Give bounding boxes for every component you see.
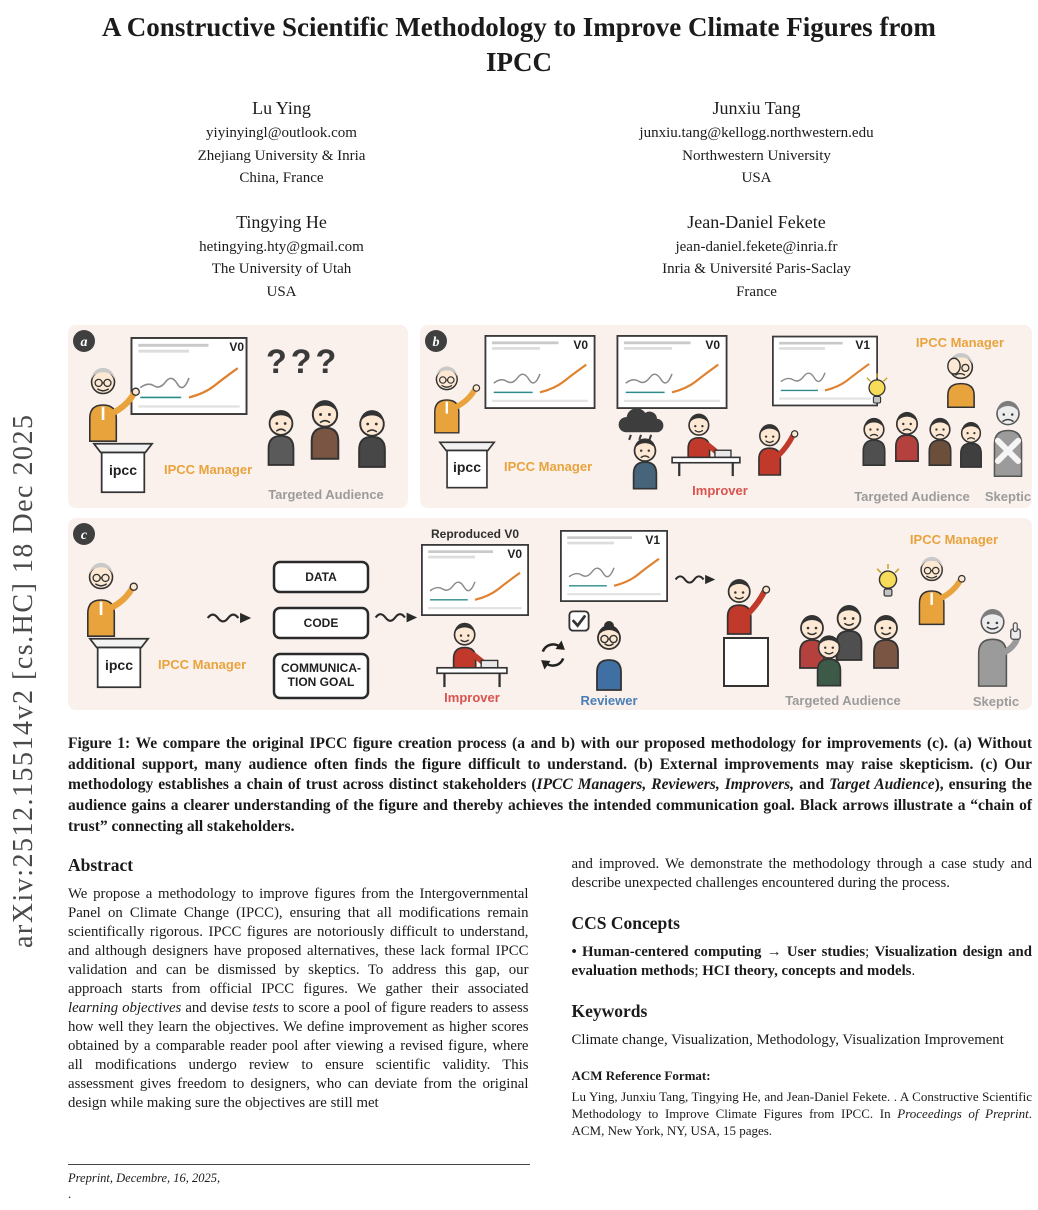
improver-at-desk-figure	[437, 623, 507, 687]
abstract-heading: Abstract	[68, 855, 134, 876]
ccs-heading: CCS Concepts	[571, 913, 680, 934]
chain-arrow-icon	[208, 613, 251, 623]
audience-member	[359, 410, 385, 467]
figure-caption	[68, 734, 1032, 837]
label-data: DATA	[305, 570, 337, 585]
skeptic-figure	[994, 401, 1021, 476]
question-marks: ???	[266, 343, 341, 382]
author-country: USA	[741, 170, 772, 187]
text-segment: IPCC Managers,	[536, 776, 647, 794]
text-segment: •	[571, 944, 583, 961]
label-targeted-audience: Targeted Audience	[854, 489, 970, 505]
ccs-text	[572, 943, 1033, 981]
author-name: Jean-Daniel Fekete	[687, 211, 826, 232]
approval-checkbox-icon	[569, 612, 588, 631]
label-skeptic: Skeptic	[984, 489, 1032, 505]
audience-member	[312, 400, 339, 459]
figure-panel-b	[420, 325, 1032, 508]
label-comm-goal-2: TION GOAL	[287, 675, 355, 690]
acm-reference-text	[572, 1088, 1033, 1139]
figure-panel-c	[68, 518, 1032, 710]
author-country: France	[736, 283, 777, 300]
label-ipcc-manager: IPCC Manager	[504, 459, 593, 475]
author-country: USA	[266, 283, 297, 300]
author-affiliation: Northwestern University	[682, 147, 831, 164]
text-segment: ;	[694, 963, 703, 980]
left-column	[68, 855, 529, 1139]
author-name: Tingying He	[236, 211, 327, 232]
text-segment: Proceedings of Preprint	[897, 1106, 1029, 1122]
author-name: Lu Ying	[252, 98, 311, 119]
improver-at-desk-figure	[672, 414, 740, 476]
audience-member	[896, 412, 918, 461]
label-v1: V1	[855, 338, 870, 353]
footer-dot: .	[68, 1187, 72, 1201]
author-email: junxiu.tang@kellogg.northwestern.edu	[639, 125, 874, 142]
author-email: jean-daniel.fekete@inria.fr	[675, 238, 838, 255]
improver-presenting-figure	[759, 424, 798, 475]
figure-1	[68, 325, 1032, 710]
text-segment: tests	[252, 1000, 279, 1017]
ipcc-manager-figure	[88, 563, 137, 636]
text-segment: . ACM, New York, NY, USA, 15 pages.	[571, 1106, 1032, 1139]
text-segment: ;	[865, 944, 875, 961]
label-targeted-audience: Targeted Audience	[268, 487, 384, 503]
audience-member	[929, 418, 950, 465]
reviewer-figure	[597, 621, 621, 690]
chain-arrow-icon	[676, 575, 716, 584]
author-card	[44, 98, 519, 190]
label-reproduced-v0: Reproduced V0	[430, 527, 520, 542]
label-v1: V1	[645, 533, 660, 548]
label-targeted-audience: Targeted Audience	[785, 693, 901, 709]
text-segment: learning objectives	[68, 1000, 182, 1017]
author-card	[44, 212, 519, 304]
text-segment: and	[794, 776, 830, 794]
author-affiliation: The University of Utah	[211, 261, 352, 278]
author-email: hetingying.hty@gmail.com	[199, 238, 364, 255]
text-segment: Target Audience	[829, 776, 935, 794]
audience-member	[874, 615, 898, 668]
podium	[724, 638, 768, 686]
text-segment: and devise	[181, 1000, 253, 1017]
text-segment: to score a pool of figure readers to assess how well they learn the objectives. We define improvement as higher scores obtained by a comparable reader pool after viewing a revised figure, where all modifications undergo review to ensure scientific validity. This assessment gives freedom to designers, who can deviate from the original design while making sure the objectives are still met	[68, 1000, 529, 1112]
label-comm-goal-1: COMMUNICA-	[281, 661, 361, 676]
chain-arrow-icon	[376, 613, 418, 623]
text-segment: Lu Ying, Junxiu Tang, Tingying He, and Jean-Daniel Fekete. . A Constructive Scientific Methodology to Improve Climate Figures from IPCC. In	[571, 1089, 1032, 1122]
panel-badge-letter: a	[80, 335, 88, 351]
iteration-cycle-icon	[541, 641, 565, 670]
ipcc-logo: ipcc	[452, 459, 482, 476]
text-segment: Figure 1: We compare the original IPCC figure creation process (a and b) with our proposed methodology for improvements (c). (a) Without additional support, many audience often finds the figure difficult to understand. (b) External improvements may raise skepticism. (c) Our methodology establishes a chain of trust across distinct stakeholders (	[68, 735, 1032, 794]
audience-member	[837, 605, 862, 660]
text-segment: Reviewers,	[651, 776, 720, 794]
author-affiliation: Inria & Université Paris-Saclay	[662, 261, 851, 278]
keywords-heading: Keywords	[571, 1001, 648, 1022]
figure-panel-a	[68, 325, 408, 508]
figure-row-top	[68, 325, 1032, 508]
author-name: Junxiu Tang	[712, 98, 801, 119]
text-segment: ), ensuring the audience gains a clearer understanding of the figure and thereby achieves the intended communication goal. Black arrows illustrate a “chain of trust” connecting all stakeholders.	[68, 776, 1033, 835]
abstract-text	[68, 885, 529, 1113]
ipcc-logo: ipcc	[108, 462, 138, 479]
abstract-continuation: and improved. We demonstrate the methodology through a case study and describe unexpected challenges encountered during the process.	[571, 856, 1032, 892]
right-column	[572, 855, 1033, 1139]
skeptic-thumbs-up-figure	[979, 609, 1021, 686]
author-card	[519, 98, 994, 190]
label-ipcc-manager: IPCC Manager	[164, 462, 253, 478]
audience-member	[863, 418, 884, 465]
audience-member	[269, 410, 294, 465]
panel-badge-letter: b	[432, 335, 440, 351]
text-segment: Visualization design and evaluation methods	[571, 944, 1032, 980]
body-columns	[68, 855, 1032, 1139]
label-improver: Improver	[692, 483, 748, 499]
footer-rule	[68, 1164, 530, 1165]
authors-block	[44, 98, 994, 303]
page-footer	[68, 1164, 530, 1202]
label-code: CODE	[303, 616, 339, 631]
label-skeptic: Skeptic	[972, 694, 1020, 710]
acm-reference-heading: ACM Reference Format:	[571, 1068, 711, 1084]
facepalming-manager-figure	[948, 353, 974, 407]
author-affiliation: Zhejiang University & Inria	[197, 147, 366, 164]
keywords-text: Climate change, Visualization, Methodology, Visualization Improvement	[571, 1032, 1004, 1049]
distressed-improver-figure	[634, 439, 657, 489]
label-v0: V0	[229, 340, 244, 355]
label-v0: V0	[573, 338, 588, 353]
label-ipcc-manager: IPCC Manager	[915, 335, 1005, 351]
text-segment: Human-centered computing → User studies	[582, 944, 866, 961]
audience-member	[818, 636, 841, 686]
ipcc-manager-figure	[435, 367, 480, 433]
text-segment: .	[911, 963, 916, 980]
label-improver: Improver	[444, 690, 500, 706]
improver-presenting-figure	[728, 579, 770, 634]
label-v0: V0	[705, 338, 720, 353]
label-reviewer: Reviewer	[580, 693, 638, 709]
text-segment: We propose a methodology to improve figures from the Intergovernmental Panel on Climate Change (IPCC), ensuring that all modifications remain scientifically rigorous. IPCC figures are notoriously difficult to understand, and although designers have proposed alternatives, these lack formal IPCC validation and can be dismissed by skeptics. To address this gap, our approach starts from official IPCC figures. We gather their associated	[68, 886, 529, 998]
footer-venue: Preprint, Decembre, 16, 2025,	[68, 1171, 221, 1185]
author-country: China, France	[239, 170, 324, 187]
paper-title: A Constructive Scientific Methodology to Improve Climate Figures from IPCC	[102, 12, 936, 78]
label-v0: V0	[507, 547, 522, 562]
lightbulb-icon	[877, 564, 899, 596]
panel-badge-letter: c	[80, 528, 88, 544]
arxiv-watermark: arXiv:2512.15514v2 [cs.HC] 18 Dec 2025	[8, 413, 39, 948]
rain-cloud-icon	[619, 408, 664, 440]
label-ipcc-manager: IPCC Manager	[909, 532, 999, 548]
text-segment: Improvers,	[724, 776, 795, 794]
text-segment: HCI theory, concepts and models	[702, 963, 912, 980]
author-email: yiyinyingl@outlook.com	[206, 125, 357, 142]
ipcc-logo: ipcc	[104, 657, 134, 674]
label-ipcc-manager: IPCC Manager	[158, 657, 247, 673]
author-card	[519, 212, 994, 304]
audience-member	[961, 422, 981, 467]
ipcc-manager-figure	[919, 557, 965, 625]
